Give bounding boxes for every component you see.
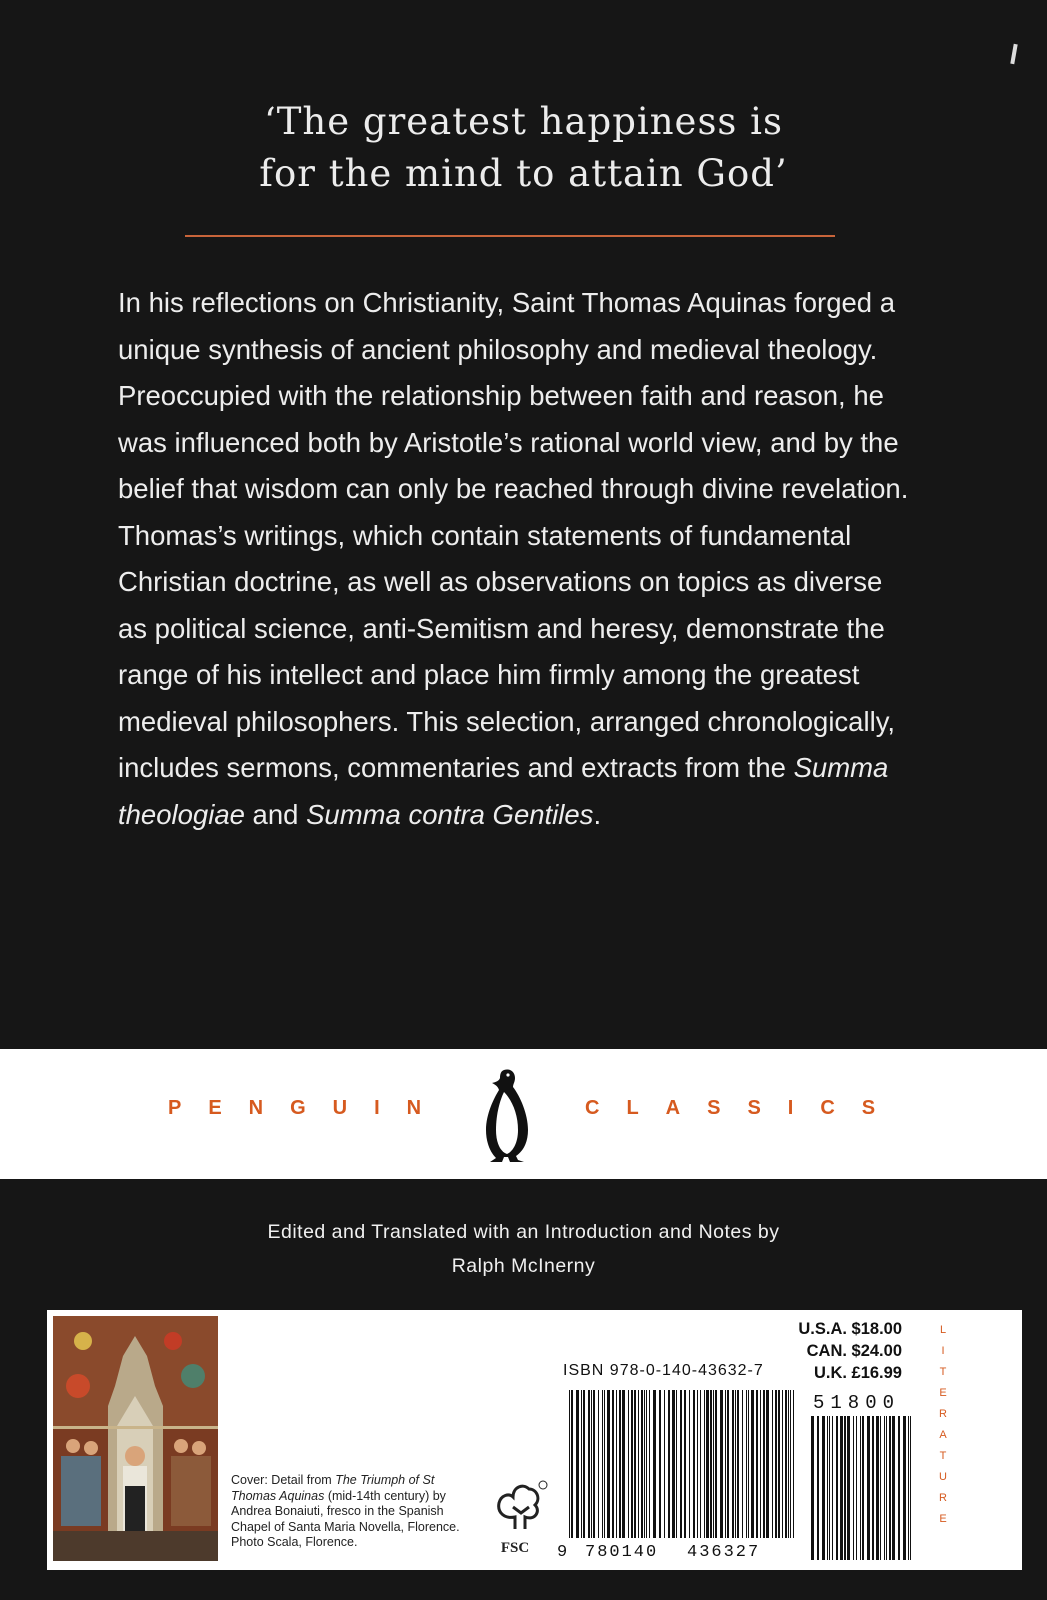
barcode-bar (668, 1390, 670, 1540)
barcode-bar (737, 1390, 739, 1540)
barcode-bar (659, 1390, 661, 1540)
genre-letter: E (939, 1513, 947, 1525)
barcode-bar (889, 1416, 891, 1560)
barcode-bar (704, 1390, 705, 1540)
cover-painting-thumbnail (53, 1316, 218, 1561)
barcode-bar (817, 1416, 819, 1560)
barcode-bar (693, 1390, 695, 1540)
barcode-bar (569, 1390, 570, 1540)
barcode-bar (680, 1390, 682, 1540)
blurb-end: . (593, 798, 602, 830)
barcode-digit-lead: 9 (557, 1543, 568, 1560)
pull-quote (0, 96, 1047, 200)
barcode-bar (616, 1390, 617, 1540)
barcode-bar (898, 1416, 900, 1560)
barcode-bar (860, 1416, 861, 1560)
barcode-bar (782, 1390, 783, 1540)
barcode-bar (607, 1390, 610, 1540)
barcode-bar (763, 1390, 765, 1540)
blurb (118, 280, 918, 838)
barcode-bar (664, 1390, 665, 1540)
genre-letter: A (939, 1429, 947, 1441)
barcode-bar (832, 1416, 833, 1560)
price-list (777, 1318, 902, 1384)
barcode-bar (628, 1390, 629, 1540)
barcode-bar (689, 1390, 690, 1540)
barcode-bar (715, 1390, 717, 1540)
barcode-bar (641, 1390, 643, 1540)
barcode-bar (840, 1416, 843, 1560)
blurb-text: In his reflections on Christianity, Saint Thomas Aquinas forged a unique synthesis of ancient philosophy and medieval theology. Preoccupied with the relationship between faith and reason, he was influenced both by Aristotle’s rational world view, and by the belief that wisdom can only be reached through divine revelation. Thomas’s writings, which contain statements of fundamental Christian doctrine, as well as observations on topics as diverse as political science, anti-Semitism and heresy, demonstrate the range of his intellect and place him firmly among the greatest medieval philosophers. This selection, arranged chronologically, includes sermons, commentaries and extracts from the (118, 287, 909, 783)
barcode-bar (746, 1390, 747, 1540)
barcode-digits-right: 436327 (687, 1543, 761, 1560)
barcode-bar (676, 1390, 677, 1540)
genre-letter: T (939, 1450, 947, 1462)
barcode-bar (862, 1416, 864, 1560)
barcode-bar (876, 1416, 879, 1560)
barcode-bar (720, 1390, 723, 1540)
barcode-bar (903, 1416, 906, 1560)
genre-letter: U (939, 1471, 947, 1483)
barcode-bar (844, 1416, 846, 1560)
barcode-bar (867, 1416, 870, 1560)
barcode-bar (581, 1390, 582, 1540)
barcode-bar (700, 1390, 701, 1540)
barcode-bar (634, 1390, 636, 1540)
barcode-bar (751, 1390, 754, 1540)
barcode-bar (571, 1390, 573, 1540)
barcode-bar (892, 1416, 895, 1560)
price-addon-barcode (807, 1390, 917, 1560)
barcode-bar (713, 1390, 714, 1540)
barcode-icon (557, 1390, 797, 1560)
barcode-bar (856, 1416, 857, 1560)
barcode-bar (742, 1390, 743, 1540)
barcode-bar (793, 1390, 794, 1540)
fsc-tree-icon (491, 1477, 551, 1535)
genre-letter: E (939, 1387, 947, 1399)
barcode-bar (775, 1390, 777, 1540)
barcode-bar (598, 1390, 599, 1540)
barcode-bar (725, 1390, 726, 1540)
barcode-bar (847, 1416, 850, 1560)
barcode-bar (604, 1390, 605, 1540)
genre-letter: I (941, 1345, 945, 1357)
price-uk: U.K. £16.99 (813, 1364, 902, 1382)
addon-digits: 51800 (813, 1392, 901, 1414)
genre-letter: R (939, 1408, 947, 1420)
penguin-logo-icon (482, 1066, 532, 1166)
imprint-band (0, 1049, 1047, 1179)
barcode-bar (684, 1390, 686, 1540)
pull-quote-line-1: ‘The greatest happiness is (263, 100, 783, 143)
barcode-bar (827, 1416, 828, 1560)
barcode-bar (760, 1390, 761, 1540)
barcode-bar (886, 1416, 887, 1560)
barcode-bar (622, 1390, 625, 1540)
barcode-bar (732, 1390, 734, 1540)
genre-letter: T (939, 1366, 947, 1378)
blurb-and: and (244, 798, 307, 830)
barcode-bar (631, 1390, 633, 1540)
cover-credit-rest: (mid-14th century) by Andrea Bonaiuti, fresco in the Spanish Chapel of Santa Maria Novella, Florence. Photo Scala, Florence. (231, 1488, 460, 1549)
barcode-bar (735, 1390, 736, 1540)
back-info-panel (47, 1310, 1022, 1570)
barcode-bar (772, 1390, 773, 1540)
barcode-bar (910, 1416, 911, 1560)
edge-mark (1010, 44, 1017, 64)
cover-credit-prefix: Cover: Detail from (231, 1473, 336, 1487)
cover-credit-work: The Triumph of St Thomas Aquinas (231, 1473, 435, 1503)
barcode-bar (880, 1416, 881, 1560)
barcode-bar (822, 1416, 825, 1560)
barcode-bar (588, 1390, 590, 1540)
barcode-bar (672, 1390, 675, 1540)
genre-letter: L (939, 1324, 947, 1336)
barcode-bar (706, 1390, 709, 1540)
price-usa: U.S.A. $18.00 (798, 1320, 902, 1338)
editor-name: Ralph McInerny (451, 1255, 596, 1277)
fsc-mark (491, 1477, 553, 1557)
fsc-label: FSC (500, 1540, 530, 1556)
barcode-bar (853, 1416, 854, 1560)
blurb-title-summa-contra-gentiles: Summa contra Gentiles (306, 798, 594, 830)
barcode-bar (884, 1416, 885, 1560)
barcode-bar (646, 1390, 647, 1540)
barcode-bar (756, 1390, 758, 1540)
barcode-bar (727, 1390, 729, 1540)
barcode-bar (811, 1416, 814, 1560)
genre-letter: R (939, 1492, 947, 1504)
barcode-bar (593, 1390, 595, 1540)
barcode-bar (908, 1416, 909, 1560)
barcode-bar (602, 1390, 603, 1540)
cover-illustration-credit (231, 1473, 481, 1551)
barcode-bar (872, 1416, 874, 1560)
price-canada: CAN. $24.00 (806, 1342, 902, 1360)
barcode-bar (697, 1390, 698, 1540)
barcode-bar (778, 1390, 780, 1540)
editor-credit (0, 1215, 1047, 1283)
imprint-classics: CLASSICS (585, 1097, 903, 1119)
barcode-bar (829, 1416, 830, 1560)
barcode-bar (576, 1390, 579, 1540)
barcode-bar (785, 1390, 787, 1540)
isbn-label: ISBN 978-0-140-43632-7 (563, 1362, 764, 1379)
blurb-title-summa-theologiae: Summa theologiae (118, 752, 889, 830)
orange-divider (185, 235, 835, 237)
barcode-bar (649, 1390, 650, 1540)
pull-quote-line-2: for the mind to attain God’ (259, 152, 788, 195)
barcode-bar (710, 1390, 712, 1540)
barcode-bar (653, 1390, 656, 1540)
barcode-bar (766, 1390, 769, 1540)
barcode-bar (619, 1390, 621, 1540)
barcode-bar (748, 1390, 749, 1540)
barcode-digits-left: 780140 (585, 1543, 659, 1560)
barcode-bar (612, 1390, 614, 1540)
barcode-bar (790, 1390, 791, 1540)
genre-label (933, 1320, 953, 1530)
barcode-bar (638, 1390, 639, 1540)
barcode-bar (591, 1390, 592, 1540)
barcode-bar (583, 1390, 585, 1540)
barcode-bar (644, 1390, 645, 1540)
editor-credit-line-1: Edited and Translated with an Introduction and Notes by (267, 1221, 780, 1243)
imprint-penguin: PENGUIN (168, 1097, 449, 1119)
barcode-bar (788, 1390, 789, 1540)
barcode-bar (836, 1416, 838, 1560)
